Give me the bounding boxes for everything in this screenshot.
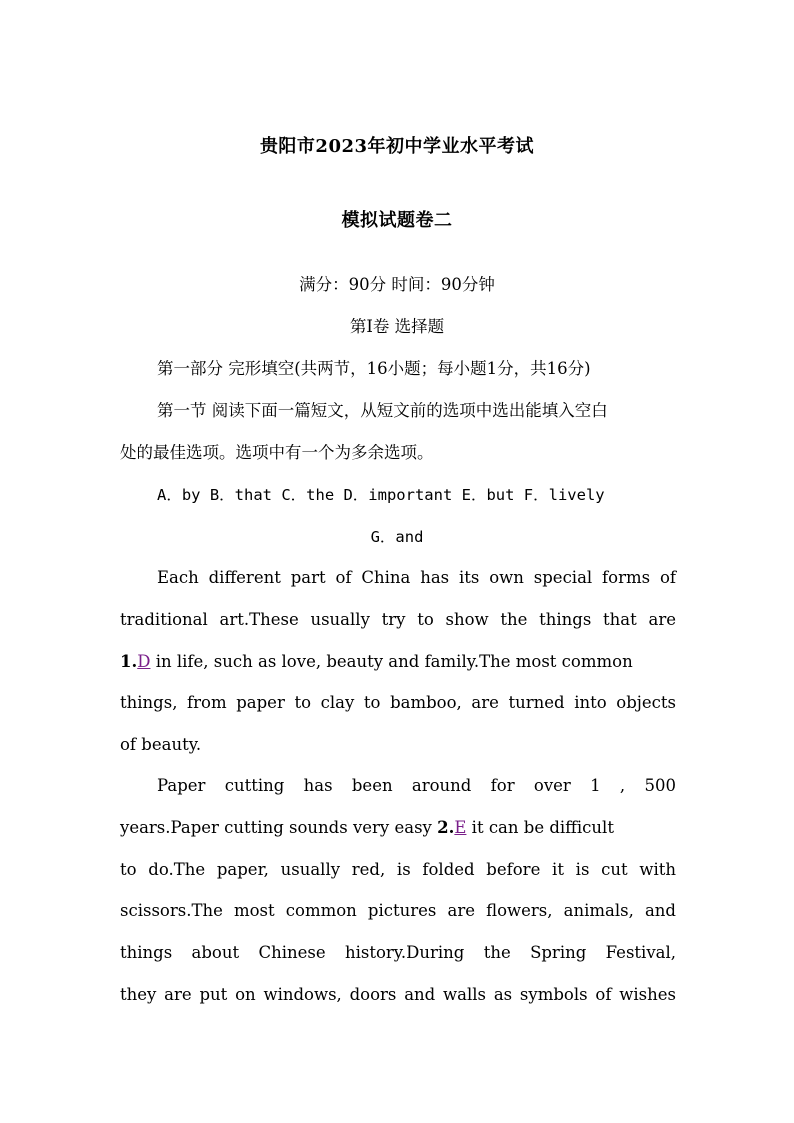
section1-heading: 第一节 阅读下面一篇短文，从短文前的选项中选出能填入空白 xyxy=(157,401,608,420)
passage-line xyxy=(120,650,676,674)
passage-line: things about Chinese history.During the Spring Festival, xyxy=(120,943,676,962)
passage-line: scissors.The most common pictures are flowers, animals, and xyxy=(120,901,676,920)
passage-line: traditional art.These usually try to show the things that are xyxy=(120,610,676,629)
passage-line xyxy=(120,816,676,840)
passage-line: to do.The paper, usually red, is folded before it is cut with xyxy=(120,860,676,879)
passage-line: Paper cutting has been around for over 1 , 500 xyxy=(157,776,676,795)
part1-heading: 第一部分 完形填空(共两节，16小题；每小题1分，共16分) xyxy=(157,359,591,378)
volume-heading: 第Ⅰ卷 选择题 xyxy=(349,317,445,336)
section1-heading-cont: 处的最佳选项。选项中有一个为多余选项。 xyxy=(120,443,434,462)
passage-text: in life, such as love, beauty and family.The most common xyxy=(150,652,633,671)
passage-line: things, from paper to clay to bamboo, are turned into objects xyxy=(120,693,676,712)
options-line-1: A．by B．that C．the D．important E．but F．lively xyxy=(157,486,605,504)
passage-line: Each different part of China has its own special forms of xyxy=(157,568,676,587)
blank-answer: E xyxy=(454,818,467,837)
passage-line: of beauty. xyxy=(120,735,202,754)
blank-number: 2. xyxy=(437,818,455,837)
blank-number: 1. xyxy=(120,652,138,671)
options-line-2: G．and xyxy=(370,528,424,546)
blank-answer: D xyxy=(137,652,151,671)
score-time-line: 满分：90分 时间：90分钟 xyxy=(299,275,495,294)
exam-subtitle: 模拟试题卷二 xyxy=(341,210,453,231)
passage-text: it can be difficult xyxy=(466,818,614,837)
passage-line: they are put on windows, doors and walls as symbols of wishes xyxy=(120,985,676,1004)
exam-title: 贵阳市2023年初中学业水平考试 xyxy=(259,136,535,157)
passage-text: years.Paper cutting sounds very easy xyxy=(120,818,432,837)
